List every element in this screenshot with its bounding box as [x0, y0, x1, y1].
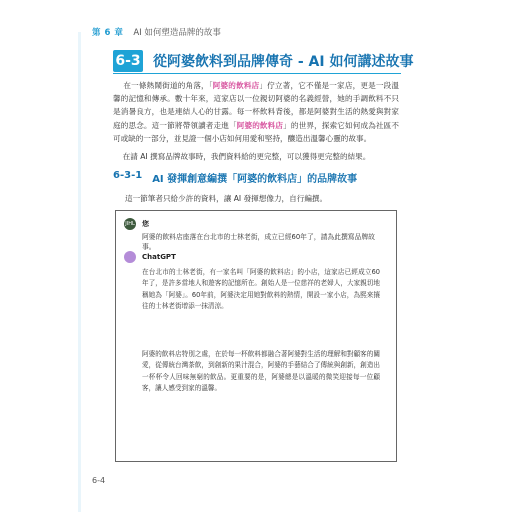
intro-line: 這一節筆者只給少許的資料，讓 AI 發揮想像力，自行編撰。 — [125, 194, 328, 203]
assistant-name: ChatGPT — [142, 253, 176, 261]
user-avatar: JIHL — [124, 218, 136, 230]
para2-text: 在請 AI 撰寫品牌故事時，我們資料給的更完整，可以獲得更完整的結果。 — [122, 152, 371, 161]
page-number: 6-4 — [92, 476, 106, 485]
section-number-badge: 6-3 — [113, 50, 143, 72]
chapter-title: AI 如何塑造品牌的故事 — [133, 28, 221, 38]
subsection-heading — [113, 170, 357, 185]
para1-text-2: 」佇立著，它不僅是一家店，更是一段溫馨的記憶和傳承。數十年來，這家店以一位親切阿婆的名義經營，她的手調飲料不只是消暑良方，也是連結人心的甘露。每一杯飲料背後，都是阿婆對生活的熱愛與對家庭的思念。這一節將帶領讀者走進「 — [113, 81, 400, 130]
user-message — [124, 218, 386, 251]
para1-text-3: 」的世界，探索它如何成為社區不可或缺的一部分，並見證一個小店如何用愛和堅持，釀造出溫馨心靈的故事。 — [113, 120, 400, 143]
page-margin-strip — [78, 32, 81, 512]
chat-screenshot — [115, 210, 397, 462]
subsection-title: AI 發揮創意編撰「阿婆的飲料店」的品牌故事 — [152, 174, 358, 185]
section-divider — [113, 73, 401, 74]
chatgpt-avatar-icon — [124, 251, 136, 263]
page-header — [0, 10, 520, 38]
user-name: 您 — [142, 220, 149, 228]
assistant-message — [124, 251, 386, 455]
assistant-paragraph-1: 在台北市的士林老街，有一家名叫「阿婆的飲料店」的小店，這家店已經成立60年了，是許多當地人和遊客的記憶所在。創始人是一位慈祥的老婦人，大家親切地稱她為「阿婆」。60年前，阿婆決定用她對飲料的熱情，開設一家小店，為熙來攘往的士林老街增添一抹清涼。 — [142, 268, 380, 311]
para1-text-1: 在一條熱鬧街道的角落，「 — [123, 81, 213, 90]
section-heading — [113, 50, 413, 72]
assistant-paragraph-2: 阿婆的飲料店特別之處，在於每一杯飲料都融合著阿婆對生活的理解和對顧客的關愛，從傳統台灣茶飲，到創新的果汁混合，阿婆的手藝結合了傳統與創新，創造出一杯杯令人回味無窮的飲品。更重要的是，阿婆總是以溫暖的微笑迎接每一位顧客，讓人感受到家的溫馨。 — [142, 350, 380, 393]
highlight-shop-name-1: 阿婆的飲料店 — [212, 81, 260, 90]
user-message-text: 阿婆的飲料店座落在台北市的士林老街，成立已經60年了，請為此撰寫品牌故事。 — [142, 233, 375, 251]
subsection-number: 6-3-1 — [113, 170, 143, 181]
chapter-bar — [92, 24, 221, 40]
highlight-shop-name-2: 阿婆的飲料店 — [236, 120, 284, 130]
section-title: 從阿婆飲料到品牌傳奇 - AI 如何講述故事 — [153, 54, 414, 70]
body-paragraph-2 — [113, 150, 399, 163]
body-paragraph-1 — [113, 79, 399, 145]
chapter-number: 第 6 章 — [92, 28, 124, 38]
